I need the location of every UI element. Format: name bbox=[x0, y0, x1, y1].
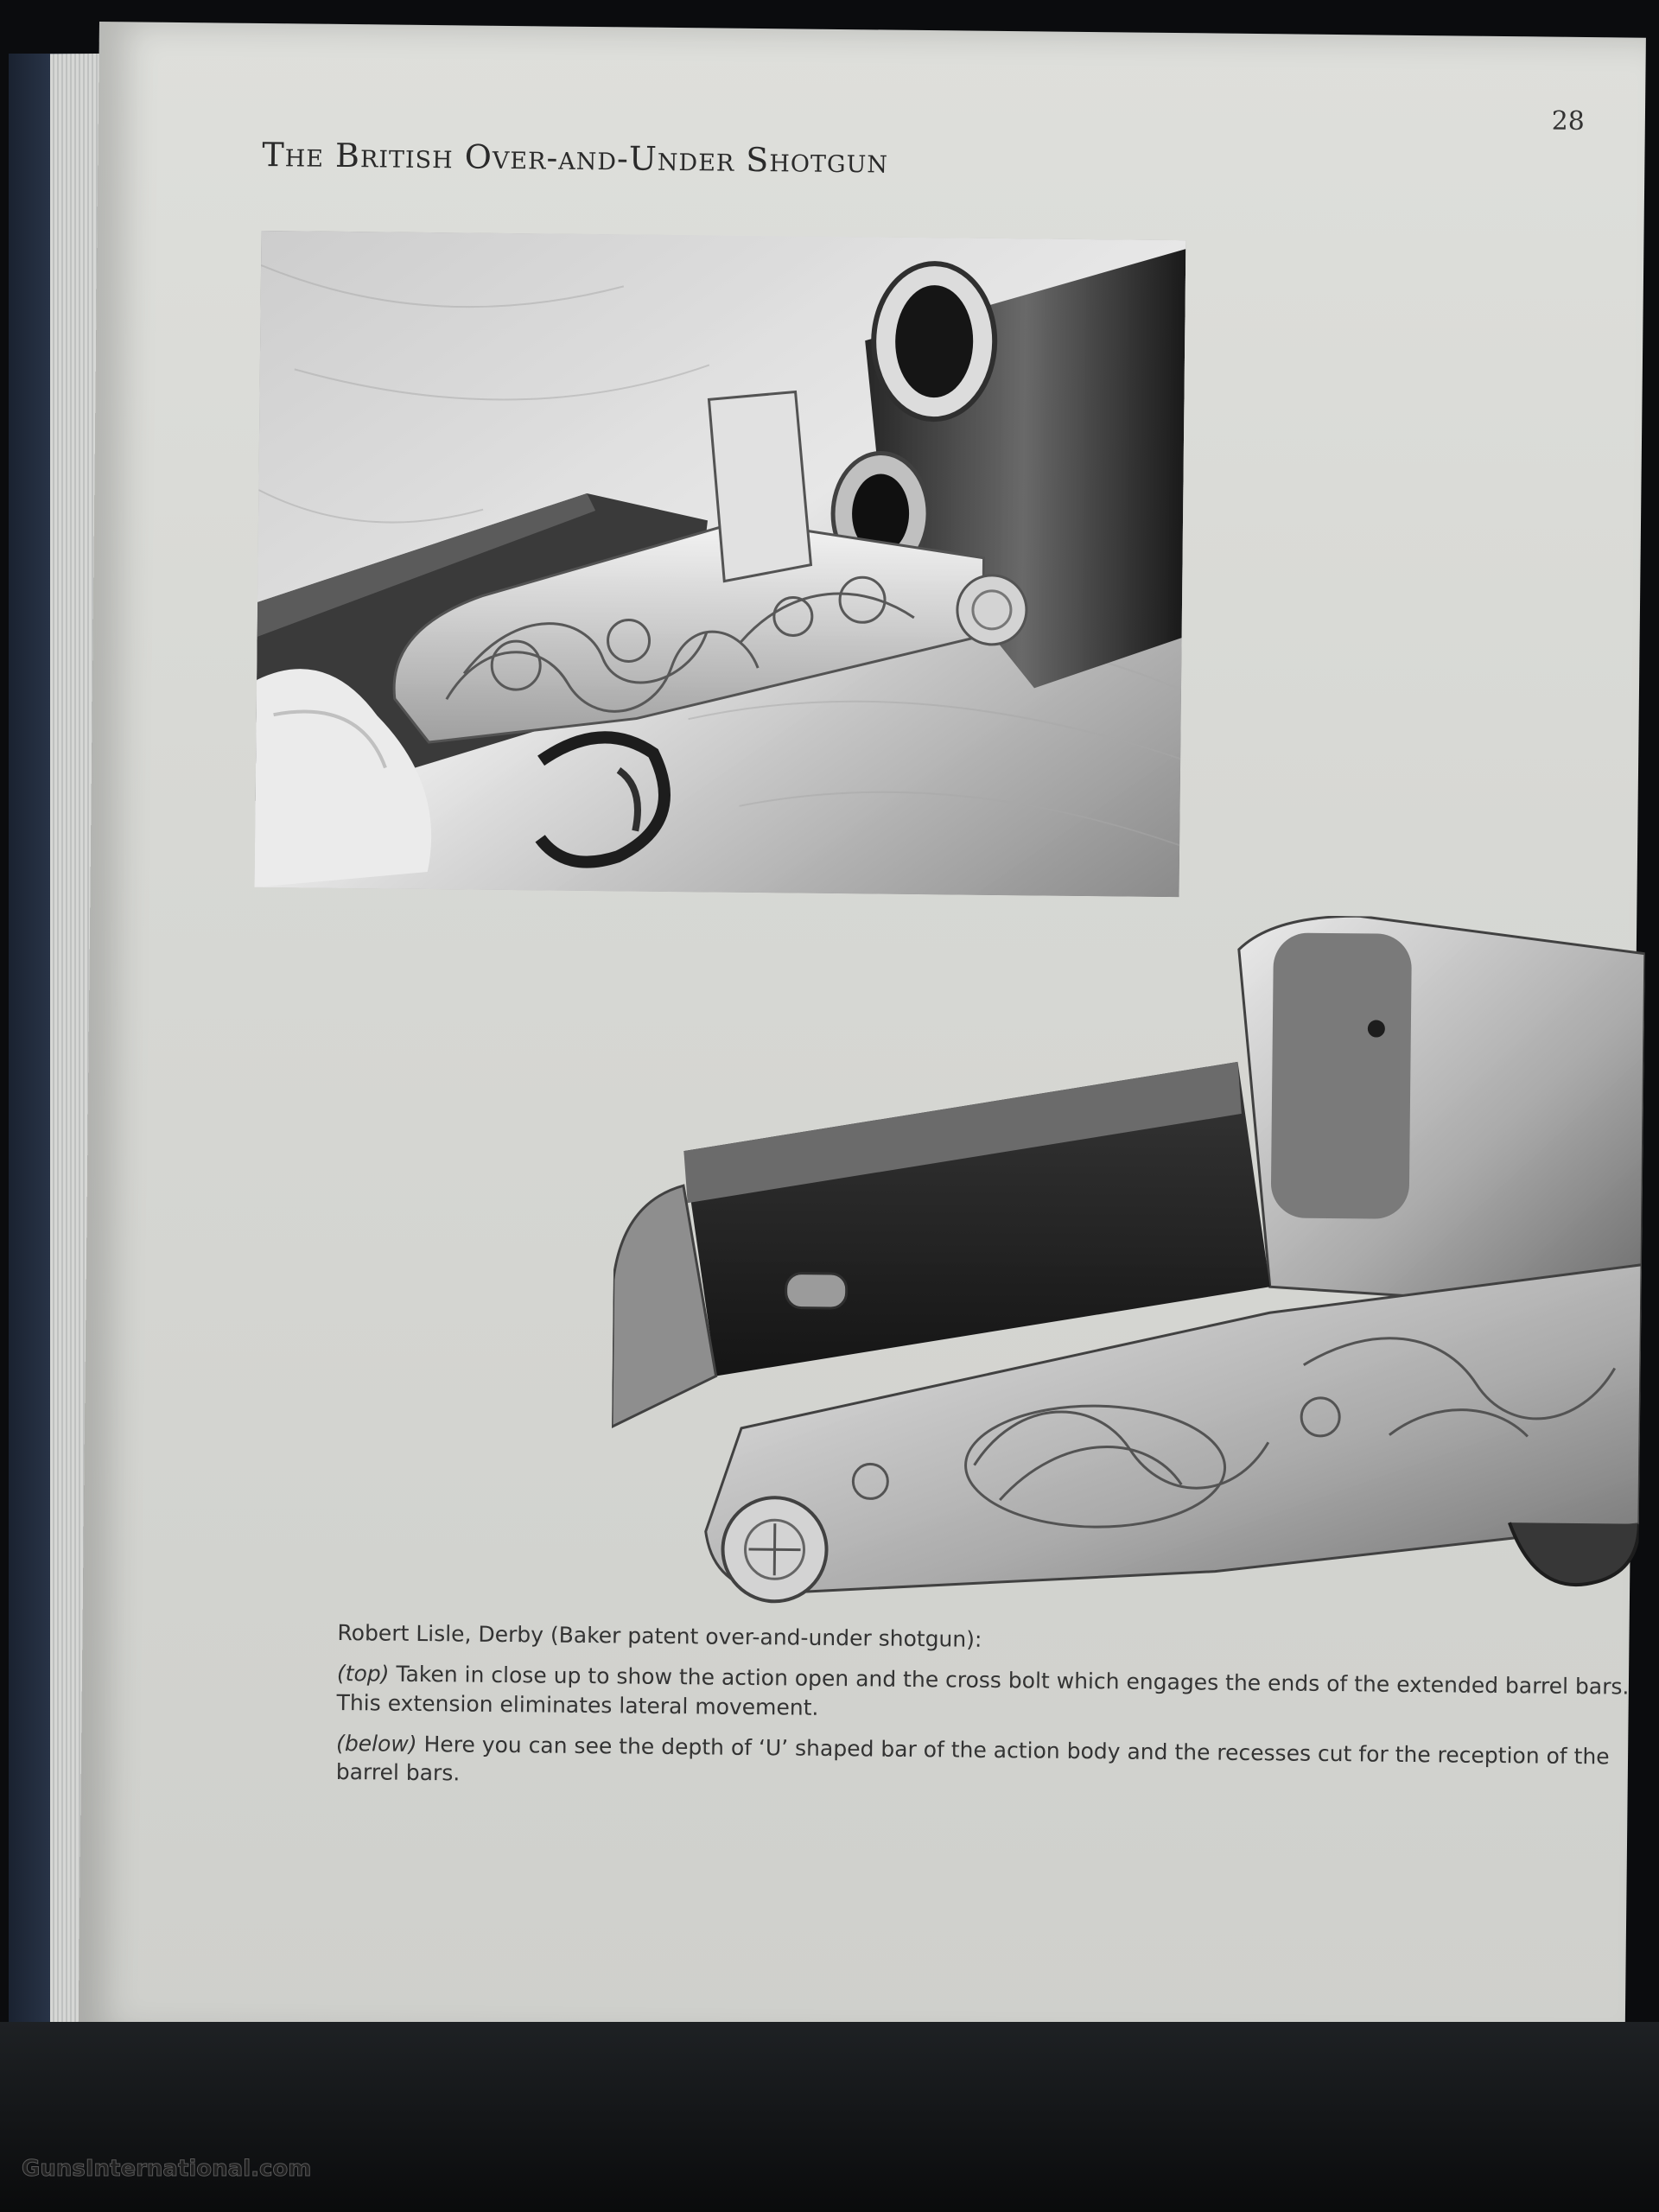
bottom-photo bbox=[610, 908, 1645, 1618]
watermark: GunsInternational.com bbox=[22, 2156, 312, 2182]
running-head: The British Over-and-Under Shotgun bbox=[262, 135, 889, 181]
caption-top-paragraph bbox=[336, 1659, 1633, 1730]
caption-below-paragraph bbox=[336, 1729, 1633, 1800]
caption-top-text: Taken in close up to show the action open and the cross bolt which engages the ends of the extended barrel bars. This extension eliminates lateral movement. bbox=[336, 1661, 1630, 1720]
page-number: 28 bbox=[1551, 105, 1586, 137]
caption-below-label: (below) bbox=[336, 1730, 417, 1757]
caption-title: Robert Lisle, Derby (Baker patent over-and-under shotgun): bbox=[337, 1619, 982, 1652]
top-photo bbox=[255, 231, 1186, 897]
top-photo-drawing bbox=[255, 231, 1186, 897]
book-page bbox=[79, 22, 1646, 2051]
bottom-photo-drawing bbox=[610, 908, 1645, 1618]
photo-caption bbox=[335, 1618, 1633, 1812]
table-surface bbox=[0, 2022, 1659, 2212]
caption-below-text: Here you can see the depth of ‘U’ shaped bar of the action body and the recesses cut for the reception of the barrel bars. bbox=[335, 1731, 1610, 1786]
caption-top-label: (top) bbox=[336, 1661, 390, 1687]
